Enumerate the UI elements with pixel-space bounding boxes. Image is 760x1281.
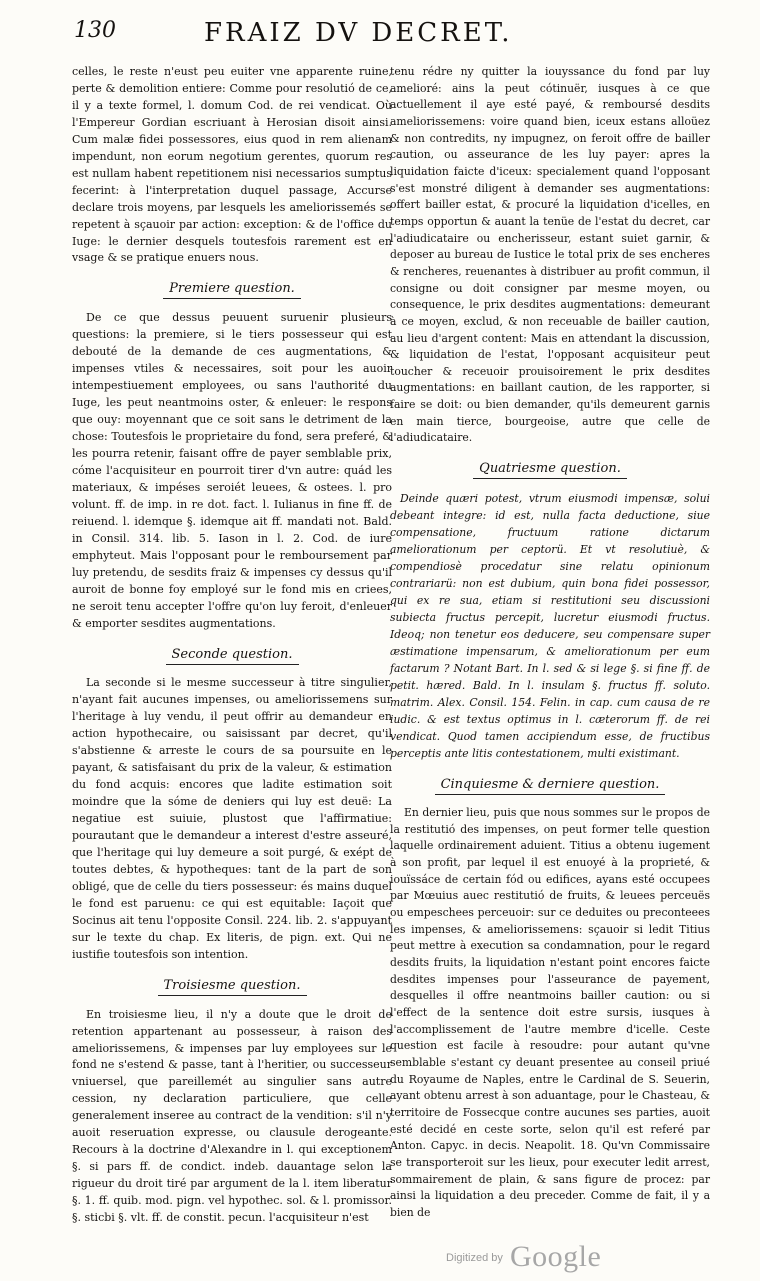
section-heading: [72, 281, 392, 298]
paragraph: En troisiesme lieu, il n'y a doute que le droit de retention appartenant au possesseur, à raison des ameliorissemens, & impenses par luy employees sur le fond ne s'estend & passe, tant à l'heritier, ou successeur vniuersel, que pareillemét au singulier sans autre cession, ny declaration particuliere, que celle generalement inseree au contract de la vendition: s'il n'y auoit reseruation expresse, ou clausule derogeante. Recours à la doctrine d'Alexandre in l. qui exceptionem §. si pars ff. de condict. indeb. dauantage selon la rigueur du droit tiré par argument de la l. item liberatur §. 1. ff. quib. mod. pign. vel hypothec. sol. & l. promissor. §. sticbi §. vlt. ff. de constit. pecun. l'acquisiteur n'est: [72, 1007, 392, 1225]
paragraph: De ce que dessus peuuent suruenir plusieurs questions: la premiere, si le tiers possesseur qui est debouté de la demande de ces augmentations, & impenses vtiles & necessaires, soit pour les auoir intempestiuement employees, ou sans l'authorité du Iuge, les peut neantmoins oster, & enleuer: le respons que ouy: moyennant que ce soit sans le detriment de la chose: Toutesfois le proprietaire du fond, sera preferé, & les pourra retenir, faisant offre de payer semblable prix, cóme l'acquisiteur en pourroit tirer d'vn autre: quád les materiaux, & impéses seroiét leuees, & ostees. l. pro volunt. ff. de imp. in re dot. fact. l. Iulianus in fine ff. de reiuend. l. idemque §. idemque ait ff. mandati not. Bald. in Consil. 314. lib. 5. Iason in l. 2. Cod. de iure emphyteut. Mais l'opposant pour le remboursement par luy pretendu, de sesdits fraiz & impenses cy dessus qu'il auroit de bonne foy employé sur le fond mis en criees, ne seroit tenu accepter l'offre qu'on luy feroit, d'enleuer & emporter sesdites augmentations.: [72, 311, 392, 630]
latin-paragraph: Deinde quæri potest, vtrum eiusmodi impensæ, solui debeant integre: id est, nulla facta deductione, siue compensatione, fructuum ratione dictarum ameliorationum per ceptorü. Et vt resolutiuè, & compendiosè procedatur sine relatu opinionum contrariarü: non est dubium, quin bona fidei possessor, qui ex re sua, etiam si restitutioni seu discussioni subiecta fructus percepit, lucretur eiusmodi fructus. Ideoq; non tenetur eos deducere, seu compensare super æstimatione impensarum, & ameliorationum per eum factarum ? Notant Bart. In l. sed & si lege §. si fine ff. de petit. hæred. Bald. In l. insulam §. fructus ff. soluto. matrim. Alex. Consil. 154. Felin. in cap. cum causa de re iudic. & est textus optimus in l. cæterorum ff. de rei vendicat. Quod tamen accipiendum esse, de fructibus perceptis ante litis contestationem, multi existimant.: [390, 491, 710, 761]
paragraph: tenu rédre ny quitter la iouyssance du fond par luy amelioré: ains la peut cótinuër, iusques à ce que actuellement il aye esté payé, & remboursé desdits ameliorissemens: voire quand bien, iceux estans alloüez & non contredits, ny impugnez, on feroit offre de bailler caution, ou asseurance de les luy payer: apres la liquidation faicte d'iceux: specialement quand l'opposant s'est monstré diligent à demander ses augmentations: offert bailler estat, & procuré la liquidation d'icelles, en temps opportun & auant la tenüe de l'estat du decret, car l'adiudicataire ou encherisseur, estant suiet garnir, & deposer au bureau de Iustice le total prix de ses encheres & rencheres, reuenantes à distribuer au profit commun, il consigne ou doit consigner par mesme moyen, ou consequence, le prix desdites augmentations: demeurant à ce moyen, exclud, & non receuable de bailler caution, au lieu d'argent content: Mais en attendant la discussion, & liquidation de l'estat, l'opposant acquisiteur peut toucher & receuoir prouisoirement le prix desdites augmentations: en baillant caution, de les rapporter, si faire se doit: ou bien demander, qu'ils demeurent garnis en main tierce, bourgeoise, autre que celle de l'adiudicataire.: [390, 65, 710, 445]
section-heading: [72, 978, 392, 995]
paragraph: La seconde si le mesme successeur à titre singulier, n'ayant fait aucunes impenses, ou ameliorissemens sur l'heritage à luy vendu, il peut offrir au demandeur en action hypothecaire, ou saisissant par decret, qu'il s'abstienne & arreste le cours de sa poursuite en le payant, & satisfaisant du prix de la valeur, & estimation du fond acquis: encores que ladite estimation soit moindre que la sóme de deniers qui luy est deuë: La negatiue est suiuie, plustost que l'affirmatiue: pourautant que le demandeur a interest d'estre asseuré, que l'heritage qui luy demeure a soit purgé, & exépt de toutes debtes, & hypotheques: tant de la part de son obligé, que de celle du tiers possesseur: és mains duquel le fond est paruenu: ce qui est equitable: Iaçoit que Socinus ait tenu l'opposite Consil. 224. lib. 2. s'appuyant sur le texte du chap. Ex literis, de pign. ext. Qui ne iustifie toutesfois son intention.: [72, 676, 392, 961]
heading-text: Seconde question.: [166, 647, 299, 665]
section-heading: [390, 461, 710, 478]
paragraph: En dernier lieu, puis que nous sommes sur le propos de la restitutió des impenses, on peut former telle question laquelle ordinairement aduient. Titius a obtenu iugement à son profit, par lequel il est enuoyé à la proprieté, & iouïssáce de certain fód ou edifices, ayans esté occupees par Mœuius auec restitutió de fruits, & leuees perceuës ou empeschees perceuoir: sur ce deduites ou preconteees les impenses, & ameliorissemens: sçauoir si ledit Titius peut mettre à execution sa condamnation, pour le regard desdits fruits, la liquidation n'estant point encores faicte desdites impenses pour l'asseurance de payement, desquelles il offre neantmoins bailler caution: ou si l'effect de la sentence doit estre sursis, iusques à l'accomplissement de l'autre membre d'icelle. Ceste question est facile à resoudre: pour autant qu'vne semblable s'estant cy deuant presentee au conseil priué du Royaume de Naples, entre le Cardinal de S. Seuerin, ayant obtenu arrest à son aduantage, pour le Chasteau, & territoire de Fossecque contre aucunes ses parties, auoit esté decidé en ceste sorte, selon qu'il est referé par Anton. Capyc. in decis. Neapolit. 18. Qu'vn Commissaire se transporteroit sur les lieux, pour executer ledit arrest, sommairement de plain, & sans figure de procez: par ainsi la liquidation a deu preceder. Comme de fait, il y a bien de: [390, 806, 710, 1219]
heading-text: Troisiesme question.: [158, 978, 307, 996]
left-column: [72, 64, 392, 1227]
page-number: 130: [74, 18, 116, 43]
digitized-label: Digitized by: [446, 1252, 503, 1264]
digitized-watermark: [440, 1240, 620, 1276]
right-column: [390, 64, 710, 1222]
heading-text: Cinquiesme & derniere question.: [435, 777, 666, 795]
heading-text: Quatriesme question.: [473, 461, 627, 479]
heading-text: Premiere question.: [163, 281, 301, 299]
google-logo: Google: [510, 1240, 602, 1273]
running-header: [74, 16, 714, 54]
running-title: FRAIZ DV DECRET.: [204, 18, 513, 48]
paragraph: celles, le reste n'eust peu euiter vne apparente ruine, perte & demolition entiere: Comme pour resolutió de ce, il y a texte formel, l. domum Cod. de rei vendicat. Où l'Empereur Gordian escriuant à Herosian disoit ainsi. Cum malæ fidei possessores, eius quod in rem alienam impendunt, non eorum negotium gerentes, quorum res est nullam habent repetitionem nisi necessarios sumptus fecerint: à l'interpretation duquel passage, Accurse declare trois moyens, par lesquels les ameliorissemés se repetent à sçauoir par action: exception: & de l'office du Iuge: le dernier desquels toutesfois rarement est en vsage & se pratique enuers nous.: [72, 65, 392, 265]
section-heading: [390, 777, 710, 794]
section-heading: [72, 647, 392, 664]
